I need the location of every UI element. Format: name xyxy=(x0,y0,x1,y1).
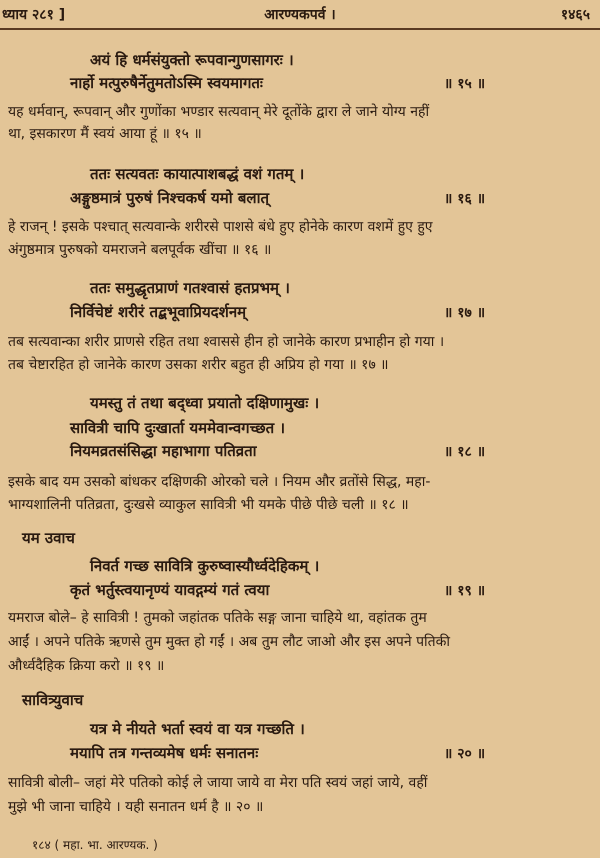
verse-line: अङ्गुष्ठमात्रं पुरुषं निश्चकर्ष यमो बलात् xyxy=(70,189,269,207)
translation-line: हे राजन् ! इसके पश्चात् सत्यवान्के शरीरसे पाशसे बंधे हुए होनेके कारण वशमें हुए हुए xyxy=(8,219,433,235)
translation-line: अंगुष्ठमात्र पुरुषको यमराजने बलपूर्वक खींचा ॥ १६ ॥ xyxy=(8,242,272,258)
verse-line: यमस्तु तं तथा बद्ध्वा प्रयातो दक्षिणामुखः । xyxy=(90,394,320,412)
chapter-ref: ध्याय २८१ ] xyxy=(2,7,66,23)
translation-line: तब चेष्टारहित हो जानेके कारण उसका शरीर बहुत ही अप्रिय हो गया ॥ १७ ॥ xyxy=(8,357,389,373)
translation-line: भाग्यशालिनी पतिव्रता, दुःखसे व्याकुल सावित्री भी यमके पीछे पीछे चली ॥ १८ ॥ xyxy=(8,497,409,513)
verse-line: निवर्त गच्छ सावित्रि कुरुष्वास्यौर्ध्वदेहिकम् । xyxy=(90,557,320,575)
translation-line: और्ध्वदैहिक क्रिया करो ॥ १९ ॥ xyxy=(8,658,165,674)
translation-line: था, इसकारण मैं स्वयं आया हूं ॥ १५ ॥ xyxy=(8,126,202,142)
verse-line: मयापि तत्र गन्तव्यमेष धर्मः सनातनः xyxy=(70,744,259,762)
verse-line: अयं हि धर्मसंयुक्तो रूपवान्गुणसागरः । xyxy=(90,51,294,69)
page-header xyxy=(0,0,600,30)
verse-line: नियमव्रतसंसिद्धा महाभागा पतिव्रता xyxy=(70,442,257,460)
verse-line: सावित्री चापि दुःखार्ता यममेवान्वगच्छत । xyxy=(70,419,286,437)
verse-number: ॥ १८ ॥ xyxy=(444,444,486,460)
verse-number: ॥ १५ ॥ xyxy=(444,76,486,92)
translation-line: सावित्री बोली– जहां मेरे पतिको कोई ले जाया जाये वा मेरा पति स्वयं जहां जाये, वहीं xyxy=(8,775,428,791)
verse-line: नार्हो मत्पुरुषैर्नेतुमतोऽस्मि स्वयमागतः xyxy=(70,74,263,92)
translation-line: तब सत्यवान्का शरीर प्राणसे रहित तथा श्वाससे हीन हो जानेके कारण प्रभाहीन हो गया । xyxy=(8,334,445,350)
verse-line: ततः समुद्धृतप्राणं गतश्वासं हतप्रभम् । xyxy=(90,279,290,297)
verse-number: ॥ १७ ॥ xyxy=(444,305,486,321)
section-title: आरण्यकपर्व । xyxy=(264,7,336,23)
verse-line: कृतं भर्तुस्त्वयानृण्यं यावद्गम्यं गतं त्वया xyxy=(70,581,270,599)
translation-line: आईं । अपने पतिके ऋणसे तुम मुक्त हो गईं । अब तुम लौट जाओ और इस अपने पतिकी xyxy=(8,634,451,650)
verse-line: निर्विचेष्टं शरीरं तद्बभूवाप्रियदर्शनम् xyxy=(70,303,247,321)
speaker-heading: यम उवाच xyxy=(22,529,75,547)
translation-line: यह धर्मवान्, रूपवान् और गुणोंका भण्डार सत्यवान् मेरे दूतोंके द्वारा ले जाने योग्य नहीं xyxy=(8,104,430,120)
page-footer: १८४ ( महा. भा. आरण्यक. ) xyxy=(32,838,158,852)
translation-line: मुझे भी जाना चाहिये । यही सनातन धर्म है ॥ २० ॥ xyxy=(8,799,264,815)
translation-line: इसके बाद यम उसको बांधकर दक्षिणकी ओरको चले । नियम और व्रतोंसे सिद्ध, महा- xyxy=(8,474,431,490)
speaker-heading: सावित्र्युवाच xyxy=(22,691,84,709)
translation-line: यमराज बोले– हे सावित्री ! तुमको जहांतक पतिके सङ्ग जाना चाहिये था, वहांतक तुम xyxy=(8,610,427,626)
page-number: १४६५ xyxy=(560,7,590,23)
verse-number: ॥ १९ ॥ xyxy=(444,583,486,599)
verse-number: ॥ १६ ॥ xyxy=(444,191,486,207)
verse-line: यत्र मे नीयते भर्ता स्वयं वा यत्र गच्छति । xyxy=(90,720,305,738)
verse-line: ततः सत्यवतः कायात्पाशबद्धं वशं गतम् । xyxy=(90,165,305,183)
verse-number: ॥ २० ॥ xyxy=(444,746,486,762)
